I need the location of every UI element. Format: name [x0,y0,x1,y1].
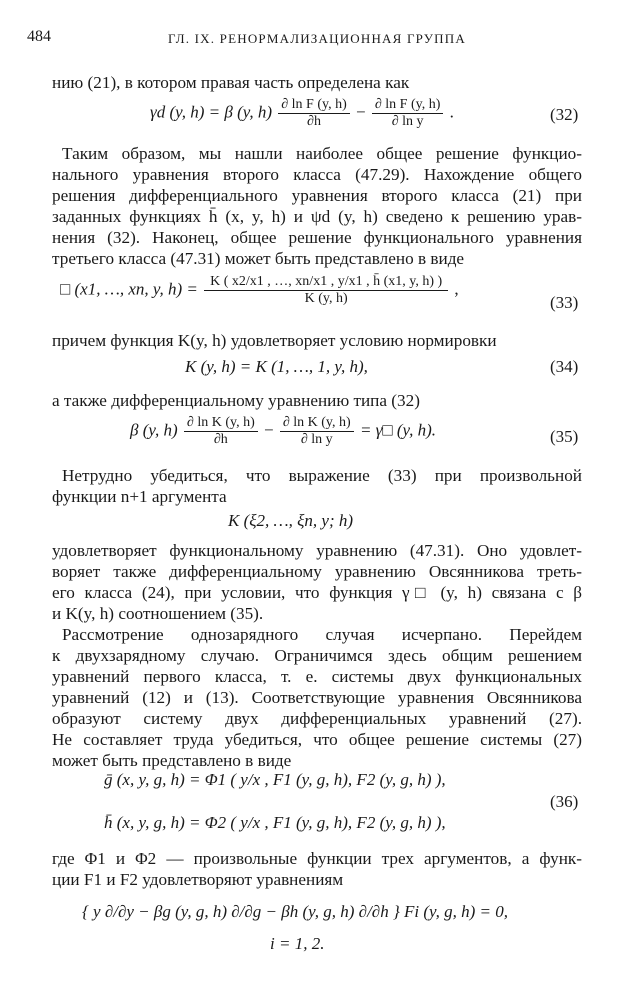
equation-number-32: (32) [550,105,579,124]
eq35-denominator-1: ∂h [213,432,228,447]
page-number: 484 [27,28,51,45]
equation-33 [60,274,459,307]
eq35-left: β (y, h) [130,420,178,440]
eq35-right: = γ□ (y, h). [359,420,437,440]
text-line: нию (21), в котором правая часть определена как [52,73,410,92]
eq35-fraction-2 [280,415,354,448]
text-line: заданных функциях h̄ (x, y, h) и ψd (y, h) сведено к решению урав- [52,207,582,226]
text-line: образуют систему двух дифференциальных уравнений (27). [52,709,582,728]
eq32-minus: − [356,102,366,122]
eq32-fraction-1 [278,97,350,130]
eq36b-left: h̄ (x, y, g, h) = Φ2 [104,813,227,832]
eq32-denominator-2: ∂ ln y [391,114,424,129]
eq35-minus: − [264,420,274,440]
text-line: нального уравнения второго класса (47.29). Нахождение общего [52,165,582,184]
equation-number-34: (34) [550,357,579,376]
eq32-left: γd (y, h) = β (y, h) [150,102,272,122]
text-line: причем функция K(y, h) удовлетворяет условию нормировки [52,331,497,350]
eq35-fraction-1 [184,415,258,448]
text-line: где Φ1 и Φ2 — произвольные функции трех аргументов, а функ- [52,849,582,868]
equation-36b [104,813,446,833]
eq33-fraction [204,274,448,307]
eq32-fraction-2 [372,97,444,130]
eq33-left: □ (x1, …, xn, y, h) = [60,279,198,299]
eq35-numerator-1: ∂ ln K (y, h) [184,415,258,432]
text-line: его класса (24), при условии, что функция γ□ (y, h) связана с β [52,583,582,602]
equation-k-xi [228,511,353,531]
eq37-body: { y ∂/∂y − βg (y, g, h) ∂/∂g − βh (y, g, h) ∂/∂h } Fi (y, g, h) = 0, [82,902,509,921]
text-line: третьего класса (47.31) может быть представлено в виде [52,249,465,268]
equation-number-33: (33) [550,293,579,312]
text-line: ции F1 и F2 удовлетворяют уравнениям [52,870,344,889]
eq32-numerator-2: ∂ ln F (y, h) [372,97,444,114]
text-line: нения (32). Наконец, общее решение функционального уравнения [52,228,582,247]
text-line: решения дифференциального уравнения второго класса (21) при [52,186,582,205]
text-line: уравнений первого класса, т. е. системы двух функциональных [52,667,582,686]
eq36a-args: ( y/x , F1 (y, g, h), F2 (y, g, h) ), [230,770,446,789]
text-line: а также дифференциальному уравнению типа (32) [52,391,420,410]
equation-32 [150,97,454,130]
text-line: может быть представлено в виде [52,751,292,770]
eq32-period: . [449,102,454,122]
eq34-body: K (y, h) = K (1, …, 1, y, h), [185,357,368,376]
text-line: к двухзарядному случаю. Ограничимся здесь общим решением [52,646,582,665]
equation-35 [130,415,436,448]
equation-number-36: (36) [550,792,579,811]
eq36b-args: ( y/x , F1 (y, g, h), F2 (y, g, h) ), [230,813,446,832]
equation-36a [104,770,446,790]
eq35-numerator-2: ∂ ln K (y, h) [280,415,354,432]
eq36a-left: ḡ (x, y, g, h) = Φ1 [104,770,227,789]
eq32-denominator-1: ∂h [307,114,321,129]
eq37-index: i = 1, 2. [270,934,325,953]
text-line: и K(y, h) соотношением (35). [52,604,264,623]
text-line: удовлетворяет функциональному уравнению (47.31). Оно удовлет- [52,541,582,560]
text-line: функции n+1 аргумента [52,487,227,506]
eq-k-body: K (ξ2, …, ξn, y; h) [228,511,354,530]
text-line: уравнений (12) и (13). Соответствующие уравнения Овсянникова [52,688,582,707]
text-line: Рассмотрение однозарядного случая исчерпано. Перейдем [62,625,582,644]
eq33-comma: , [454,279,459,299]
running-header: ГЛ. IX. РЕНОРМАЛИЗАЦИОННАЯ ГРУППА [168,31,466,46]
eq32-numerator-1: ∂ ln F (y, h) [278,97,350,114]
eq35-denominator-2: ∂ ln y [300,432,333,447]
text-line: Не составляет труда убедиться, что общее решение системы (27) [52,730,582,749]
text-line: воряет также дифференциальному уравнению Овсянникова треть- [52,562,582,581]
equation-number-35: (35) [550,427,579,446]
text-line: Таким образом, мы нашли наиболее общее решение функцио- [62,144,582,163]
equation-37-index [270,934,324,954]
eq33-numerator: K ( x2/x1 , …, xn/x1 , y/x1 , h̄ (x1, y, h) ) [204,274,448,291]
equation-37 [82,902,508,922]
eq33-denominator: K (y, h) [304,291,348,306]
text-line: Нетрудно убедиться, что выражение (33) при произвольной [62,466,582,485]
equation-34 [185,357,368,377]
